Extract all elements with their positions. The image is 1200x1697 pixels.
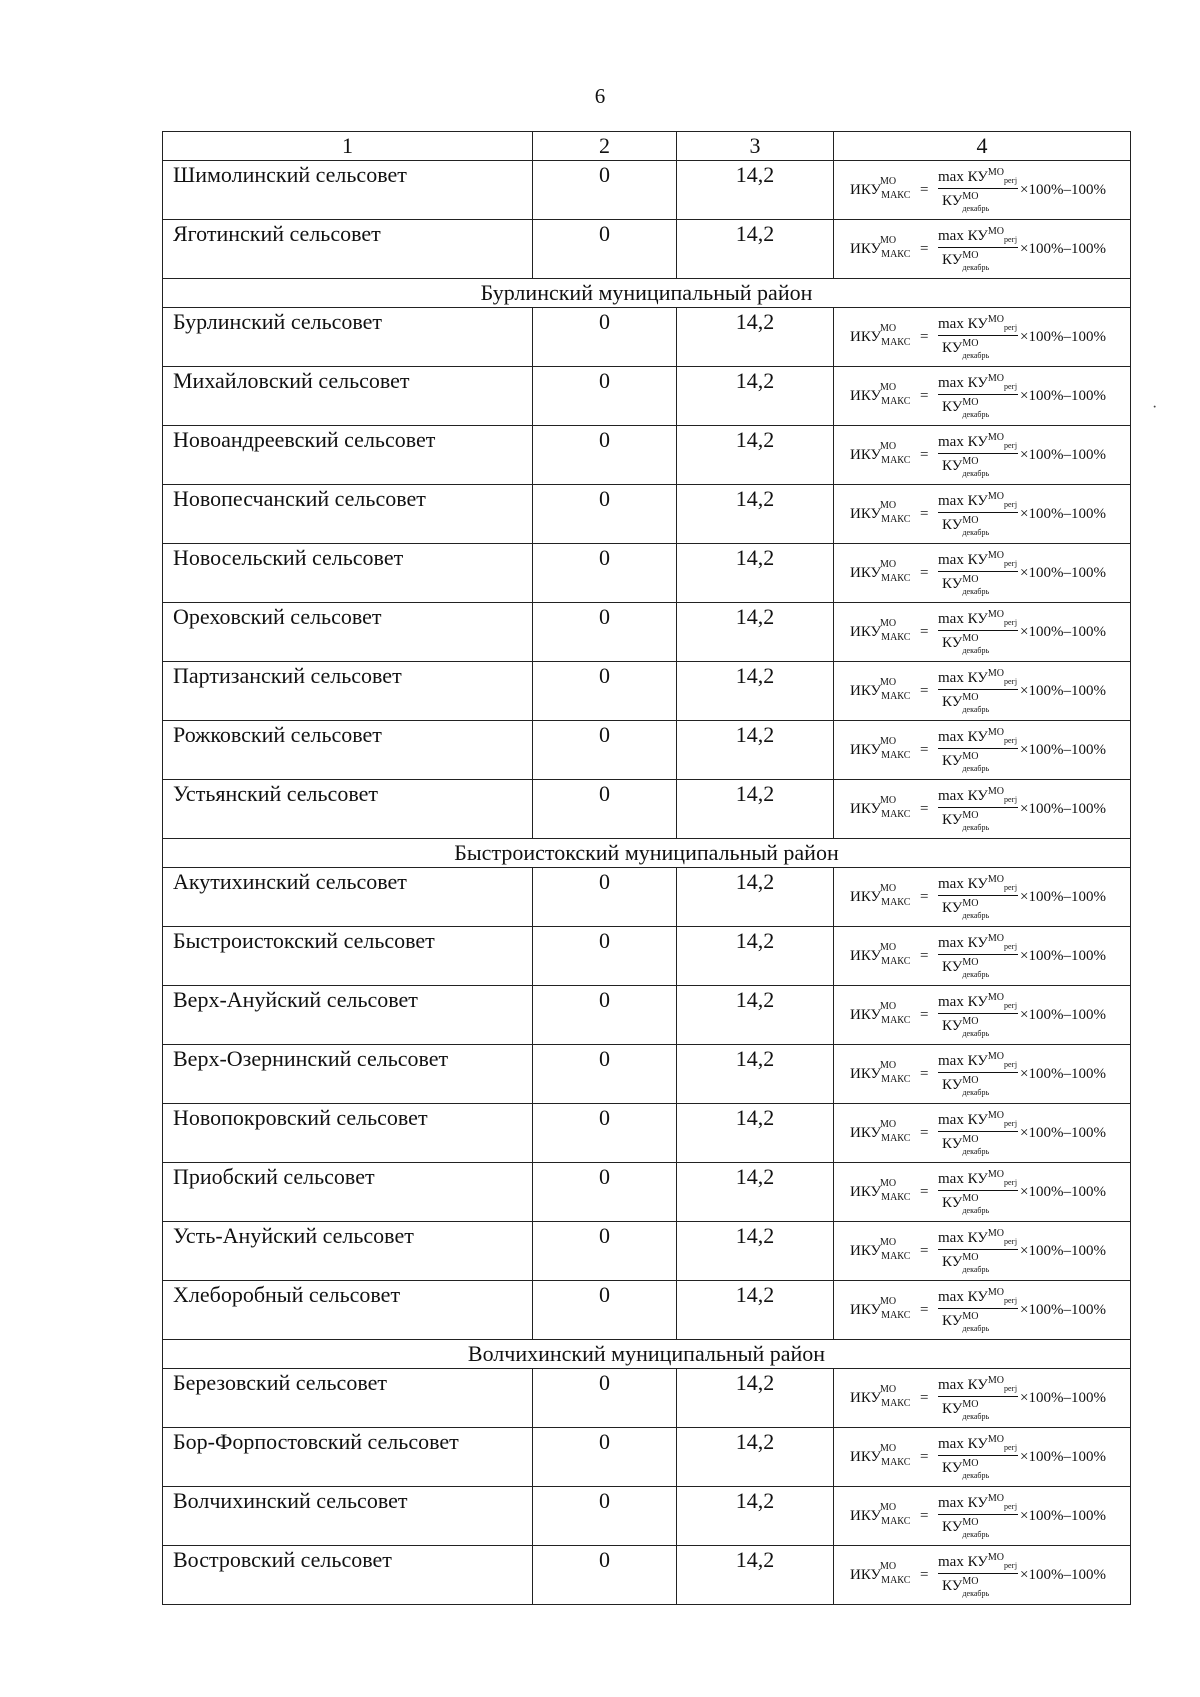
fraction-bar — [938, 512, 1018, 513]
fraction-bar — [938, 1072, 1018, 1073]
formula-numerator: $\max КУ^{МО}регj$ — [938, 1287, 1018, 1305]
district-group-row — [163, 839, 1131, 868]
formula-lhs: ИКУ МО $_{МАКС}$ — [850, 1502, 911, 1527]
formula-lhs: ИКУ МО $_{МАКС}$ — [850, 559, 911, 584]
formula-numerator: $\max КУ^{МО}регj$ — [938, 992, 1018, 1010]
column-2-value: 0 — [533, 544, 677, 603]
formula-numerator: $\max КУ^{МО}регj$ — [938, 786, 1018, 804]
settlement-name: Бурлинский сельсовет — [163, 308, 533, 367]
fraction-bar — [938, 394, 1018, 395]
table-row — [163, 1163, 1131, 1222]
formula: ИКУ МО $_{МАКС}$ = $\max КУ^{МО}регj$ $КУ^{МО}_{декабрь}$ ×100%–100% — [850, 786, 1106, 832]
formula: ИКУ МО $_{МАКС}$ = $\max КУ^{МО}регj$ $КУ^{МО}_{декабрь}$ ×100%–100% — [850, 1287, 1106, 1333]
column-2-value: 0 — [533, 485, 677, 544]
column-3-value: 14,2 — [677, 1104, 834, 1163]
formula-cell — [834, 308, 1131, 367]
table-row — [163, 485, 1131, 544]
settlement-name: Новосельский сельсовет — [163, 544, 533, 603]
column-3-value: 14,2 — [677, 1281, 834, 1340]
formula-lhs: ИКУ МО $_{МАКС}$ — [850, 500, 911, 525]
formula-numerator: $\max КУ^{МО}регj$ — [938, 314, 1018, 332]
fraction-bar — [938, 807, 1018, 808]
formula-denominator: $КУ^{МО}_{декабрь}$ — [942, 1311, 990, 1333]
settlement-name: Акутихинский сельсовет — [163, 868, 533, 927]
page-number: 6 — [594, 84, 606, 108]
column-3-value: 14,2 — [677, 161, 834, 220]
fraction-bar — [938, 1190, 1018, 1191]
district-group-row — [163, 1340, 1131, 1369]
settlement-name: Волчихинский сельсовет — [163, 1487, 533, 1546]
formula: ИКУ МО $_{МАКС}$ = $\max КУ^{МО}регj$ $КУ^{МО}_{декабрь}$ ×100%–100% — [850, 1493, 1106, 1539]
stray-mark: · — [1152, 399, 1158, 416]
formula-numerator: $\max КУ^{МО}регj$ — [938, 1493, 1018, 1511]
formula: ИКУ МО $_{МАКС}$ = $\max КУ^{МО}регj$ $КУ^{МО}_{декабрь}$ ×100%–100% — [850, 432, 1106, 478]
table-header-row — [163, 132, 1131, 161]
formula-numerator: $\max КУ^{МО}регj$ — [938, 432, 1018, 450]
fraction-bar — [938, 1514, 1018, 1515]
table-row — [163, 161, 1131, 220]
column-3-value: 14,2 — [677, 662, 834, 721]
formula: ИКУ МО $_{МАКС}$ = $\max КУ^{МО}регj$ $КУ^{МО}_{декабрь}$ ×100%–100% — [850, 226, 1106, 272]
formula-denominator: $КУ^{МО}_{декабрь}$ — [942, 191, 990, 213]
formula-cell — [834, 780, 1131, 839]
formula-cell — [834, 161, 1131, 220]
formula-lhs: ИКУ МО $_{МАКС}$ — [850, 736, 911, 761]
formula-numerator: $\max КУ^{МО}регj$ — [938, 1228, 1018, 1246]
settlement-name: Усть-Ануйский сельсовет — [163, 1222, 533, 1281]
column-2-value: 0 — [533, 308, 677, 367]
fraction-bar — [938, 689, 1018, 690]
column-header-4: 4 — [834, 132, 1131, 161]
table-row — [163, 1428, 1131, 1487]
formula-numerator: $\max КУ^{МО}регj$ — [938, 1552, 1018, 1570]
table-row — [163, 927, 1131, 986]
table-row — [163, 986, 1131, 1045]
column-header-3: 3 — [677, 132, 834, 161]
formula-denominator: $КУ^{МО}_{декабрь}$ — [942, 751, 990, 773]
formula-numerator: $\max КУ^{МО}регj$ — [938, 1375, 1018, 1393]
formula: ИКУ МО $_{МАКС}$ = $\max КУ^{МО}регj$ $КУ^{МО}_{декабрь}$ ×100%–100% — [850, 1228, 1106, 1274]
fraction-bar — [938, 571, 1018, 572]
formula-lhs: ИКУ МО $_{МАКС}$ — [850, 1001, 911, 1026]
settlement-name: Приобский сельсовет — [163, 1163, 533, 1222]
formula: ИКУ МО $_{МАКС}$ = $\max КУ^{МО}регj$ $КУ^{МО}_{декабрь}$ ×100%–100% — [850, 1169, 1106, 1215]
table-row — [163, 662, 1131, 721]
formula: ИКУ МО $_{МАКС}$ = $\max КУ^{МО}регj$ $КУ^{МО}_{декабрь}$ ×100%–100% — [850, 550, 1106, 596]
formula-lhs: ИКУ МО $_{МАКС}$ — [850, 323, 911, 348]
formula: ИКУ МО $_{МАКС}$ = $\max КУ^{МО}регj$ $КУ^{МО}_{декабрь}$ ×100%–100% — [850, 314, 1106, 360]
formula-cell — [834, 986, 1131, 1045]
settlement-name: Рожковский сельсовет — [163, 721, 533, 780]
column-header-1: 1 — [163, 132, 533, 161]
formula: ИКУ МО $_{МАКС}$ = $\max КУ^{МО}регj$ $КУ^{МО}_{декабрь}$ ×100%–100% — [850, 491, 1106, 537]
formula-numerator: $\max КУ^{МО}регj$ — [938, 609, 1018, 627]
column-3-value: 14,2 — [677, 485, 834, 544]
settlement-name: Востровский сельсовет — [163, 1546, 533, 1605]
fraction-bar — [938, 453, 1018, 454]
formula-cell — [834, 1045, 1131, 1104]
formula: ИКУ МО $_{МАКС}$ = $\max КУ^{МО}регj$ $КУ^{МО}_{декабрь}$ ×100%–100% — [850, 1110, 1106, 1156]
formula-denominator: $КУ^{МО}_{декабрь}$ — [942, 957, 990, 979]
formula: ИКУ МО $_{МАКС}$ = $\max КУ^{МО}регj$ $КУ^{МО}_{декабрь}$ ×100%–100% — [850, 1552, 1106, 1598]
formula-denominator: $КУ^{МО}_{декабрь}$ — [942, 1193, 990, 1215]
column-2-value: 0 — [533, 367, 677, 426]
fraction-bar — [938, 1308, 1018, 1309]
fraction-bar — [938, 748, 1018, 749]
formula-cell — [834, 544, 1131, 603]
formula: ИКУ МО $_{МАКС}$ = $\max КУ^{МО}регj$ $КУ^{МО}_{декабрь}$ ×100%–100% — [850, 874, 1106, 920]
formula-cell — [834, 1369, 1131, 1428]
formula-numerator: $\max КУ^{МО}регj$ — [938, 727, 1018, 745]
fraction-bar — [938, 1013, 1018, 1014]
column-2-value: 0 — [533, 1428, 677, 1487]
formula-numerator: $\max КУ^{МО}регj$ — [938, 373, 1018, 391]
column-2-value: 0 — [533, 1104, 677, 1163]
column-2-value: 0 — [533, 161, 677, 220]
formula-denominator: $КУ^{МО}_{декабрь}$ — [942, 574, 990, 596]
formula-lhs: ИКУ МО $_{МАКС}$ — [850, 441, 911, 466]
column-3-value: 14,2 — [677, 1369, 834, 1428]
column-3-value: 14,2 — [677, 426, 834, 485]
formula: ИКУ МО $_{МАКС}$ = $\max КУ^{МО}регj$ $КУ^{МО}_{декабрь}$ ×100%–100% — [850, 1051, 1106, 1097]
table-row — [163, 367, 1131, 426]
settlement-name: Новопокровский сельсовет — [163, 1104, 533, 1163]
column-3-value: 14,2 — [677, 868, 834, 927]
formula-denominator: $КУ^{МО}_{декабрь}$ — [942, 1134, 990, 1156]
formula-lhs: ИКУ МО $_{МАКС}$ — [850, 176, 911, 201]
table-row — [163, 1487, 1131, 1546]
formula-denominator: $КУ^{МО}_{декабрь}$ — [942, 1075, 990, 1097]
column-2-value: 0 — [533, 721, 677, 780]
formula-denominator: $КУ^{МО}_{декабрь}$ — [942, 810, 990, 832]
formula-denominator: $КУ^{МО}_{декабрь}$ — [942, 692, 990, 714]
formula: ИКУ МО $_{МАКС}$ = $\max КУ^{МО}регj$ $КУ^{МО}_{декабрь}$ ×100%–100% — [850, 1375, 1106, 1421]
column-2-value: 0 — [533, 426, 677, 485]
formula-denominator: $КУ^{МО}_{декабрь}$ — [942, 1399, 990, 1421]
fraction-bar — [938, 188, 1018, 189]
formula-numerator: $\max КУ^{МО}регj$ — [938, 933, 1018, 951]
formula-cell — [834, 1104, 1131, 1163]
formula-lhs: ИКУ МО $_{МАКС}$ — [850, 618, 911, 643]
column-3-value: 14,2 — [677, 927, 834, 986]
column-2-value: 0 — [533, 927, 677, 986]
column-2-value: 0 — [533, 1369, 677, 1428]
table-row — [163, 220, 1131, 279]
formula-numerator: $\max КУ^{МО}регj$ — [938, 668, 1018, 686]
formula-denominator: $КУ^{МО}_{декабрь}$ — [942, 338, 990, 360]
formula-numerator: $\max КУ^{МО}регj$ — [938, 491, 1018, 509]
column-2-value: 0 — [533, 220, 677, 279]
table-row — [163, 1045, 1131, 1104]
formula-lhs: ИКУ МО $_{МАКС}$ — [850, 235, 911, 260]
column-2-value: 0 — [533, 1487, 677, 1546]
column-2-value: 0 — [533, 1281, 677, 1340]
formula: ИКУ МО $_{МАКС}$ = $\max КУ^{МО}регj$ $КУ^{МО}_{декабрь}$ ×100%–100% — [850, 373, 1106, 419]
formula-cell — [834, 1281, 1131, 1340]
formula-cell — [834, 662, 1131, 721]
district-title: Волчихинский муниципальный район — [163, 1340, 1131, 1369]
column-3-value: 14,2 — [677, 220, 834, 279]
table-row — [163, 603, 1131, 662]
table-row — [163, 868, 1131, 927]
fraction-bar — [938, 954, 1018, 955]
formula-lhs: ИКУ МО $_{МАКС}$ — [850, 1296, 911, 1321]
column-2-value: 0 — [533, 1222, 677, 1281]
formula-numerator: $\max КУ^{МО}регj$ — [938, 874, 1018, 892]
settlement-name: Верх-Озернинский сельсовет — [163, 1045, 533, 1104]
formula-lhs: ИКУ МО $_{МАКС}$ — [850, 677, 911, 702]
table-row — [163, 1369, 1131, 1428]
settlement-name: Шимолинский сельсовет — [163, 161, 533, 220]
formula-denominator: $КУ^{МО}_{декабрь}$ — [942, 456, 990, 478]
column-2-value: 0 — [533, 1045, 677, 1104]
column-header-2: 2 — [533, 132, 677, 161]
formula-cell — [834, 1163, 1131, 1222]
district-title: Быстроистокский муниципальный район — [163, 839, 1131, 868]
column-3-value: 14,2 — [677, 721, 834, 780]
formula-lhs: ИКУ МО $_{МАКС}$ — [850, 883, 911, 908]
district-group-row — [163, 279, 1131, 308]
column-2-value: 0 — [533, 662, 677, 721]
column-2-value: 0 — [533, 1546, 677, 1605]
formula: ИКУ МО $_{МАКС}$ = $\max КУ^{МО}регj$ $КУ^{МО}_{декабрь}$ ×100%–100% — [850, 609, 1106, 655]
formula-denominator: $КУ^{МО}_{декабрь}$ — [942, 397, 990, 419]
formula-numerator: $\max КУ^{МО}регj$ — [938, 226, 1018, 244]
formula: ИКУ МО $_{МАКС}$ = $\max КУ^{МО}регj$ $КУ^{МО}_{декабрь}$ ×100%–100% — [850, 992, 1106, 1038]
column-3-value: 14,2 — [677, 603, 834, 662]
table-row — [163, 721, 1131, 780]
column-3-value: 14,2 — [677, 367, 834, 426]
table-row — [163, 308, 1131, 367]
settlement-name: Яготинский сельсовет — [163, 220, 533, 279]
settlement-name: Березовский сельсовет — [163, 1369, 533, 1428]
settlement-name: Ореховский сельсовет — [163, 603, 533, 662]
settlement-name: Михайловский сельсовет — [163, 367, 533, 426]
formula: ИКУ МО $_{МАКС}$ = $\max КУ^{МО}регj$ $КУ^{МО}_{декабрь}$ ×100%–100% — [850, 727, 1106, 773]
formula-denominator: $КУ^{МО}_{декабрь}$ — [942, 515, 990, 537]
formula-cell — [834, 1487, 1131, 1546]
formula-cell — [834, 927, 1131, 986]
formula-denominator: $КУ^{МО}_{декабрь}$ — [942, 250, 990, 272]
column-2-value: 0 — [533, 1163, 677, 1222]
column-3-value: 14,2 — [677, 1487, 834, 1546]
settlement-name: Устьянский сельсовет — [163, 780, 533, 839]
data-table — [162, 131, 1131, 1605]
fraction-bar — [938, 1573, 1018, 1574]
column-3-value: 14,2 — [677, 1222, 834, 1281]
formula-cell — [834, 1546, 1131, 1605]
formula-numerator: $\max КУ^{МО}регj$ — [938, 550, 1018, 568]
formula-lhs: ИКУ МО $_{МАКС}$ — [850, 1060, 911, 1085]
formula-lhs: ИКУ МО $_{МАКС}$ — [850, 942, 911, 967]
settlement-name: Бор-Форпостовский сельсовет — [163, 1428, 533, 1487]
fraction-bar — [938, 1396, 1018, 1397]
formula-lhs: ИКУ МО $_{МАКС}$ — [850, 1178, 911, 1203]
settlement-name: Новоандреевский сельсовет — [163, 426, 533, 485]
fraction-bar — [938, 247, 1018, 248]
formula-numerator: $\max КУ^{МО}регj$ — [938, 1110, 1018, 1128]
formula-cell — [834, 1222, 1131, 1281]
formula-lhs: ИКУ МО $_{МАКС}$ — [850, 1237, 911, 1262]
fraction-bar — [938, 895, 1018, 896]
column-3-value: 14,2 — [677, 1163, 834, 1222]
formula-cell — [834, 367, 1131, 426]
fraction-bar — [938, 1455, 1018, 1456]
column-2-value: 0 — [533, 780, 677, 839]
formula-denominator: $КУ^{МО}_{декабрь}$ — [942, 633, 990, 655]
formula-cell — [834, 1428, 1131, 1487]
column-3-value: 14,2 — [677, 1428, 834, 1487]
formula: ИКУ МО $_{МАКС}$ = $\max КУ^{МО}регj$ $КУ^{МО}_{декабрь}$ ×100%–100% — [850, 668, 1106, 714]
formula-denominator: $КУ^{МО}_{декабрь}$ — [942, 1016, 990, 1038]
column-3-value: 14,2 — [677, 544, 834, 603]
formula: ИКУ МО $_{МАКС}$ = $\max КУ^{МО}регj$ $КУ^{МО}_{декабрь}$ ×100%–100% — [850, 1434, 1106, 1480]
formula-lhs: ИКУ МО $_{МАКС}$ — [850, 1384, 911, 1409]
settlement-name: Новопесчанский сельсовет — [163, 485, 533, 544]
column-3-value: 14,2 — [677, 1546, 834, 1605]
table-row — [163, 1546, 1131, 1605]
table-row — [163, 1222, 1131, 1281]
formula: ИКУ МО $_{МАКС}$ = $\max КУ^{МО}регj$ $КУ^{МО}_{декабрь}$ ×100%–100% — [850, 167, 1106, 213]
fraction-bar — [938, 1131, 1018, 1132]
formula-cell — [834, 426, 1131, 485]
formula-cell — [834, 220, 1131, 279]
district-title: Бурлинский муниципальный район — [163, 279, 1131, 308]
column-2-value: 0 — [533, 868, 677, 927]
column-3-value: 14,2 — [677, 1045, 834, 1104]
formula-cell — [834, 485, 1131, 544]
settlement-name: Хлеборобный сельсовет — [163, 1281, 533, 1340]
formula-lhs: ИКУ МО $_{МАКС}$ — [850, 1561, 911, 1586]
table-row — [163, 1104, 1131, 1163]
table-row — [163, 544, 1131, 603]
fraction-bar — [938, 335, 1018, 336]
fraction-bar — [938, 1249, 1018, 1250]
fraction-bar — [938, 630, 1018, 631]
settlement-name: Быстроистокский сельсовет — [163, 927, 533, 986]
settlement-name: Партизанский сельсовет — [163, 662, 533, 721]
formula-cell — [834, 721, 1131, 780]
formula-numerator: $\max КУ^{МО}регj$ — [938, 167, 1018, 185]
table-row — [163, 780, 1131, 839]
formula-cell — [834, 603, 1131, 662]
table-row — [163, 1281, 1131, 1340]
table-row — [163, 426, 1131, 485]
formula-lhs: ИКУ МО $_{МАКС}$ — [850, 1443, 911, 1468]
column-2-value: 0 — [533, 986, 677, 1045]
formula-cell — [834, 868, 1131, 927]
formula-numerator: $\max КУ^{МО}регj$ — [938, 1434, 1018, 1452]
formula-denominator: $КУ^{МО}_{декабрь}$ — [942, 1576, 990, 1598]
formula-denominator: $КУ^{МО}_{декабрь}$ — [942, 1517, 990, 1539]
column-3-value: 14,2 — [677, 986, 834, 1045]
formula-numerator: $\max КУ^{МО}регj$ — [938, 1051, 1018, 1069]
formula-lhs: ИКУ МО $_{МАКС}$ — [850, 795, 911, 820]
column-2-value: 0 — [533, 603, 677, 662]
column-3-value: 14,2 — [677, 308, 834, 367]
formula-lhs: ИКУ МО $_{МАКС}$ — [850, 1119, 911, 1144]
formula: ИКУ МО $_{МАКС}$ = $\max КУ^{МО}регj$ $КУ^{МО}_{декабрь}$ ×100%–100% — [850, 933, 1106, 979]
formula-denominator: $КУ^{МО}_{декабрь}$ — [942, 898, 990, 920]
formula-denominator: $КУ^{МО}_{декабрь}$ — [942, 1458, 990, 1480]
formula-lhs: ИКУ МО $_{МАКС}$ — [850, 382, 911, 407]
formula-numerator: $\max КУ^{МО}регj$ — [938, 1169, 1018, 1187]
formula-denominator: $КУ^{МО}_{декабрь}$ — [942, 1252, 990, 1274]
settlement-name: Верх-Ануйский сельсовет — [163, 986, 533, 1045]
column-3-value: 14,2 — [677, 780, 834, 839]
